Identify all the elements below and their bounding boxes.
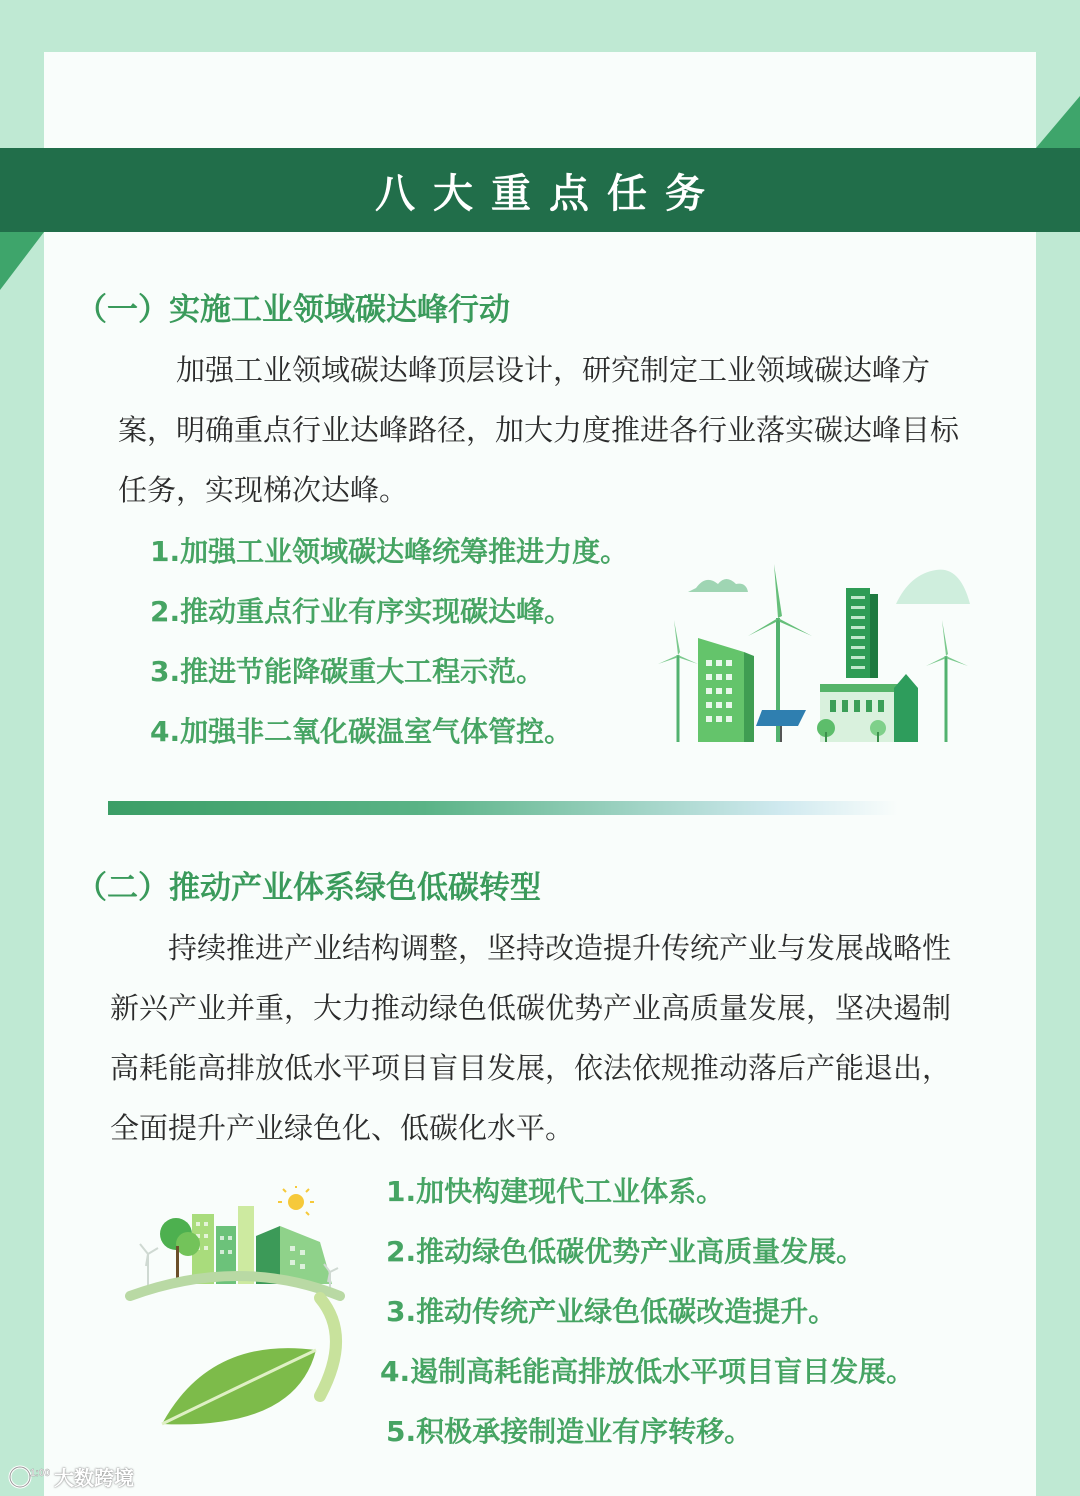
section-1-item: 1.加强工业领域碳达峰统筹推进力度。 <box>150 535 629 568</box>
leaf-globe-city-illustration <box>120 1186 360 1436</box>
section-2-item: 5.积极承接制造业有序转移。 <box>386 1415 753 1448</box>
section-2-paragraph: 持续推进产业结构调整，坚持改造提升传统产业与发展战略性新兴产业并重，大力推动绿色低碳优势产业高质量发展，坚决遏制高耗能高排放低水平项目盲目发展，依法依规推动落后产能退出，全面提升产业绿色化、低碳化水平。 <box>110 931 952 1145</box>
section-1-paragraph: 加强工业领域碳达峰顶层设计，研究制定工业领域碳达峰方案，明确重点行业达峰路径，加大力度推进各行业落实碳达峰目标任务，实现梯次达峰。 <box>118 353 960 507</box>
svg-text:1:00: 1:00 <box>30 1467 50 1479</box>
watermark <box>8 1462 134 1491</box>
section-2-heading: （二）推动产业体系绿色低碳转型 <box>76 870 541 906</box>
banner-fold-left <box>0 232 44 290</box>
section-1-heading: （一）实施工业领域碳达峰行动 <box>76 292 510 328</box>
banner-fold-right <box>1036 96 1080 148</box>
section-2-item: 2.推动绿色低碳优势产业高质量发展。 <box>386 1235 865 1268</box>
section-divider <box>108 801 898 815</box>
watermark-logo-icon <box>8 1464 50 1490</box>
section-2-item: 3.推动传统产业绿色低碳改造提升。 <box>386 1295 837 1328</box>
title-banner <box>0 148 1080 232</box>
section-2-item: 4.遏制高耗能高排放低水平项目盲目发展。 <box>380 1355 915 1388</box>
section-1-item: 3.推进节能降碳重大工程示范。 <box>150 655 545 688</box>
green-city-wind-turbine-illustration <box>656 560 990 748</box>
section-2-item: 1.加快构建现代工业体系。 <box>386 1175 725 1208</box>
section-1-item: 2.推动重点行业有序实现碳达峰。 <box>150 595 573 628</box>
page-title: 八大重点任务 <box>375 170 723 217</box>
section-1-item: 4.加强非二氧化碳温室气体管控。 <box>150 715 573 748</box>
watermark-text: 大数跨境 <box>54 1466 134 1490</box>
